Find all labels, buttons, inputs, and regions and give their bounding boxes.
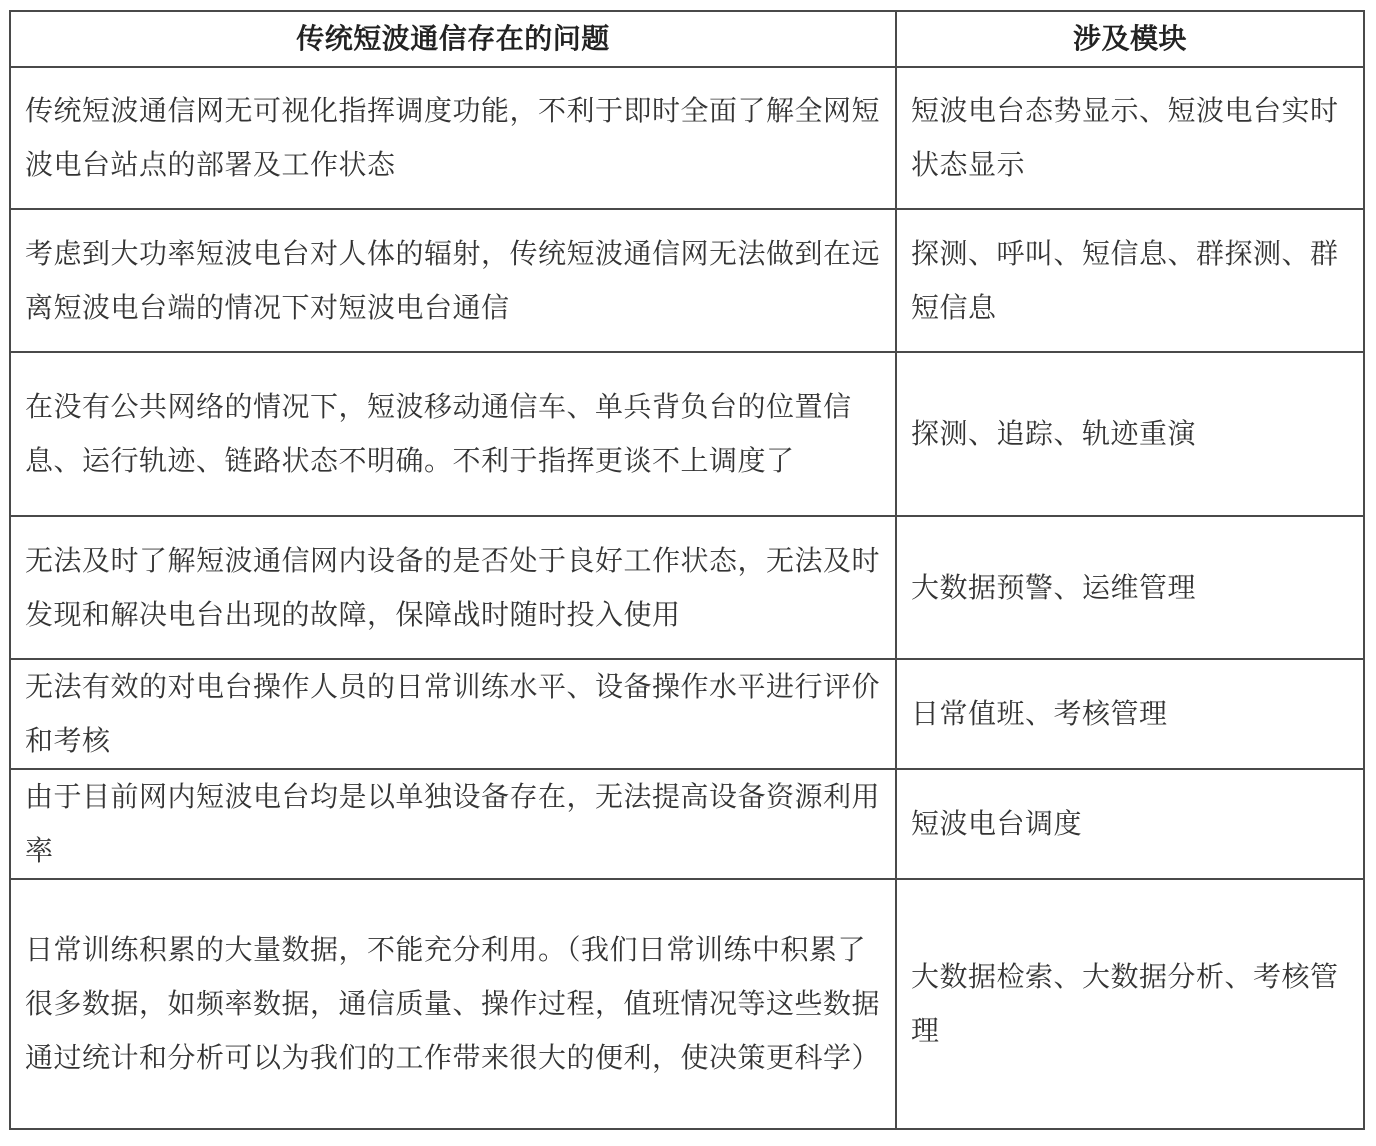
problem-cell: 无法有效的对电台操作人员的日常训练水平、设备操作水平进行评价和考核	[10, 659, 896, 769]
modules-cell: 日常值班、考核管理	[896, 659, 1364, 769]
modules-cell: 探测、呼叫、短信息、群探测、群短信息	[896, 209, 1364, 352]
problem-cell: 由于目前网内短波电台均是以单独设备存在，无法提高设备资源利用率	[10, 769, 896, 879]
modules-cell: 大数据检索、大数据分析、考核管理	[896, 879, 1364, 1129]
header-problem: 传统短波通信存在的问题	[10, 11, 896, 67]
table-row	[10, 209, 1364, 352]
table-row	[10, 352, 1364, 516]
modules-cell: 短波电台态势显示、短波电台实时状态显示	[896, 67, 1364, 209]
problem-cell: 考虑到大功率短波电台对人体的辐射，传统短波通信网无法做到在远离短波电台端的情况下对短波电台通信	[10, 209, 896, 352]
table-header-row	[10, 11, 1364, 67]
modules-cell: 探测、追踪、轨迹重演	[896, 352, 1364, 516]
problems-table	[9, 10, 1365, 1130]
problems-table-container	[9, 10, 1363, 1130]
table-row	[10, 67, 1364, 209]
modules-cell: 短波电台调度	[896, 769, 1364, 879]
modules-cell: 大数据预警、运维管理	[896, 516, 1364, 659]
problem-cell: 日常训练积累的大量数据，不能充分利用。（我们日常训练中积累了很多数据，如频率数据，通信质量、操作过程，值班情况等这些数据通过统计和分析可以为我们的工作带来很大的便利，使决策更科学）	[10, 879, 896, 1129]
header-modules: 涉及模块	[896, 11, 1364, 67]
problem-cell: 传统短波通信网无可视化指挥调度功能，不利于即时全面了解全网短波电台站点的部署及工作状态	[10, 67, 896, 209]
table-row	[10, 516, 1364, 659]
table-row	[10, 879, 1364, 1129]
table-row	[10, 769, 1364, 879]
problem-cell: 无法及时了解短波通信网内设备的是否处于良好工作状态，无法及时发现和解决电台出现的故障，保障战时随时投入使用	[10, 516, 896, 659]
problem-cell: 在没有公共网络的情况下，短波移动通信车、单兵背负台的位置信息、运行轨迹、链路状态不明确。不利于指挥更谈不上调度了	[10, 352, 896, 516]
table-row	[10, 659, 1364, 769]
